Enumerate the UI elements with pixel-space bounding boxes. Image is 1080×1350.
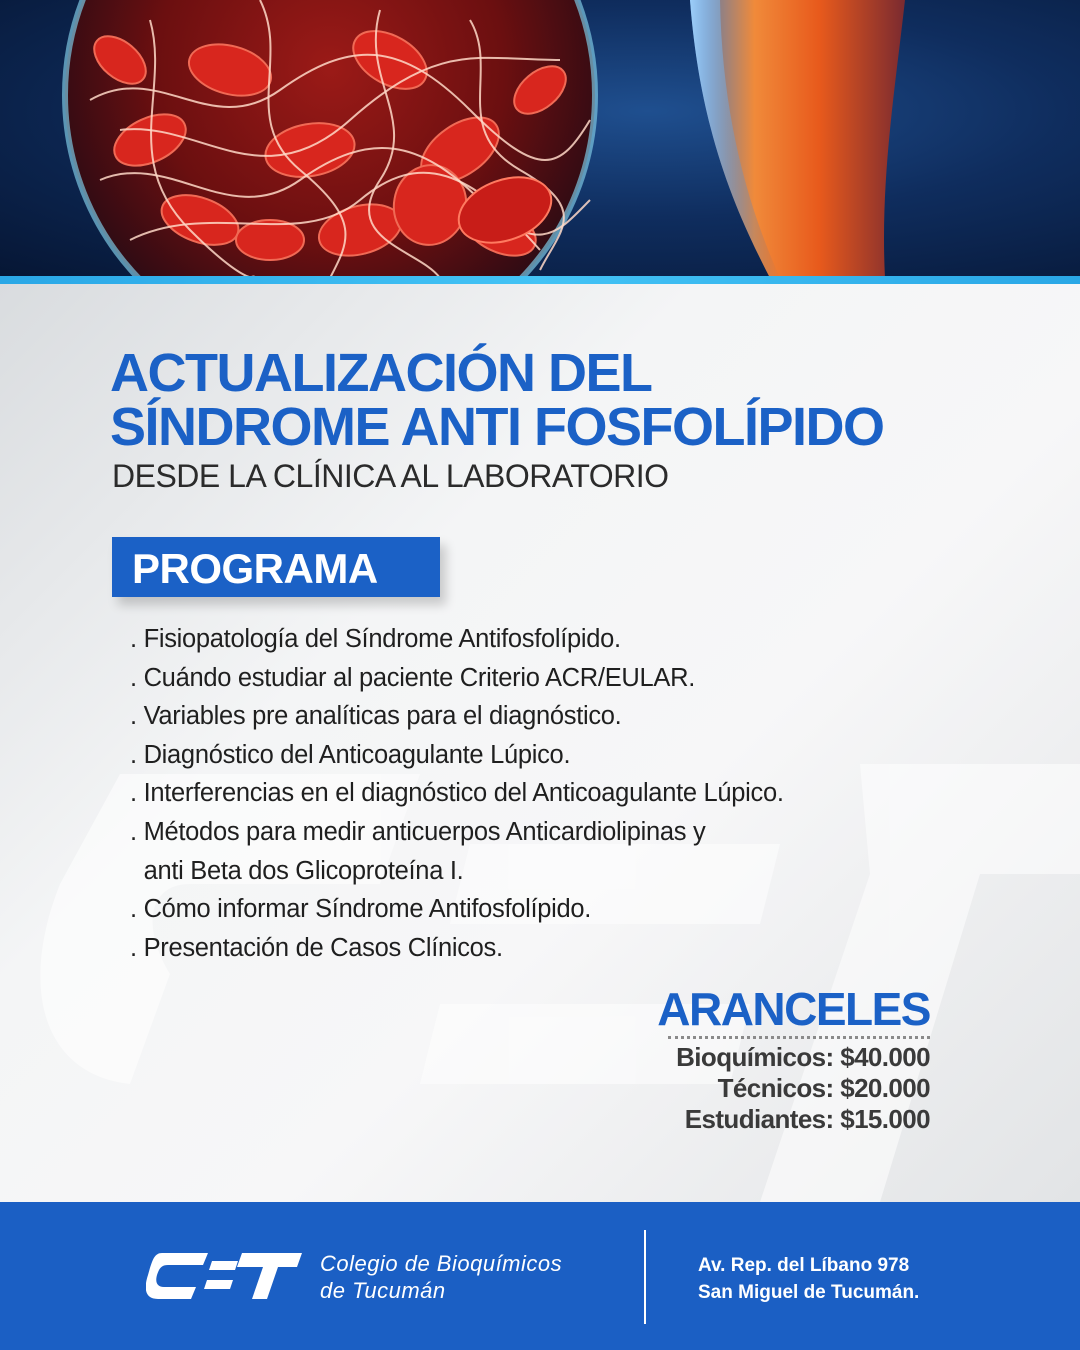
address: [698, 1252, 919, 1306]
organization-name: [320, 1250, 562, 1304]
fees-heading: ARANCELES: [657, 983, 930, 1035]
program-item: . Interferencias en el diagnóstico del Anticoagulante Lúpico.: [130, 779, 784, 808]
event-title-line1: ACTUALIZACIÓN DEL: [110, 343, 652, 403]
event-title: [110, 343, 930, 457]
footer-divider: [644, 1230, 646, 1324]
program-item: anti Beta dos Glicoproteína I.: [130, 856, 464, 885]
program-item: . Cómo informar Síndrome Antifosfolípido.: [130, 895, 592, 924]
program-item: . Diagnóstico del Anticoagulante Lúpico.: [130, 740, 571, 769]
event-subtitle: DESDE LA CLÍNICA AL LABORATORIO: [112, 458, 669, 494]
blood-clot-illustration: [0, 0, 1080, 278]
program-item: . Presentación de Casos Clínicos.: [130, 933, 503, 962]
address-line2: San Miguel de Tucumán.: [698, 1282, 920, 1303]
footer: [0, 1202, 1080, 1350]
program-heading: PROGRAMA: [132, 545, 378, 592]
program-item: . Métodos para medir anticuerpos Anticardiolipinas y: [130, 817, 706, 846]
organization-name-line1: Colegio de Bioquímicos: [320, 1251, 563, 1276]
fee-row: Estudiantes: $15.000: [684, 1104, 930, 1134]
program-item: . Fisiopatología del Síndrome Antifosfolípido.: [130, 625, 621, 653]
accent-bar: [0, 276, 1080, 284]
fee-row: Técnicos: $20.000: [717, 1073, 930, 1103]
hero-image: [0, 0, 1080, 278]
organization-name-line2: de Tucumán: [320, 1278, 446, 1303]
fees-section: [657, 984, 930, 1135]
address-line1: Av. Rep. del Líbano 978: [698, 1255, 910, 1276]
event-title-line2: SÍNDROME ANTI FOSFOLÍPIDO: [110, 397, 884, 457]
program-item: . Cuándo estudiar al paciente Criterio ACR/EULAR.: [130, 663, 696, 692]
program-heading-badge: [112, 537, 440, 597]
fee-row: Bioquímicos: $40.000: [676, 1042, 930, 1072]
content-panel: [0, 284, 1080, 1202]
program-item: . Variables pre analíticas para el diagnóstico.: [130, 702, 622, 731]
cbt-logo-icon: [146, 1251, 302, 1301]
program-list: [130, 620, 890, 967]
